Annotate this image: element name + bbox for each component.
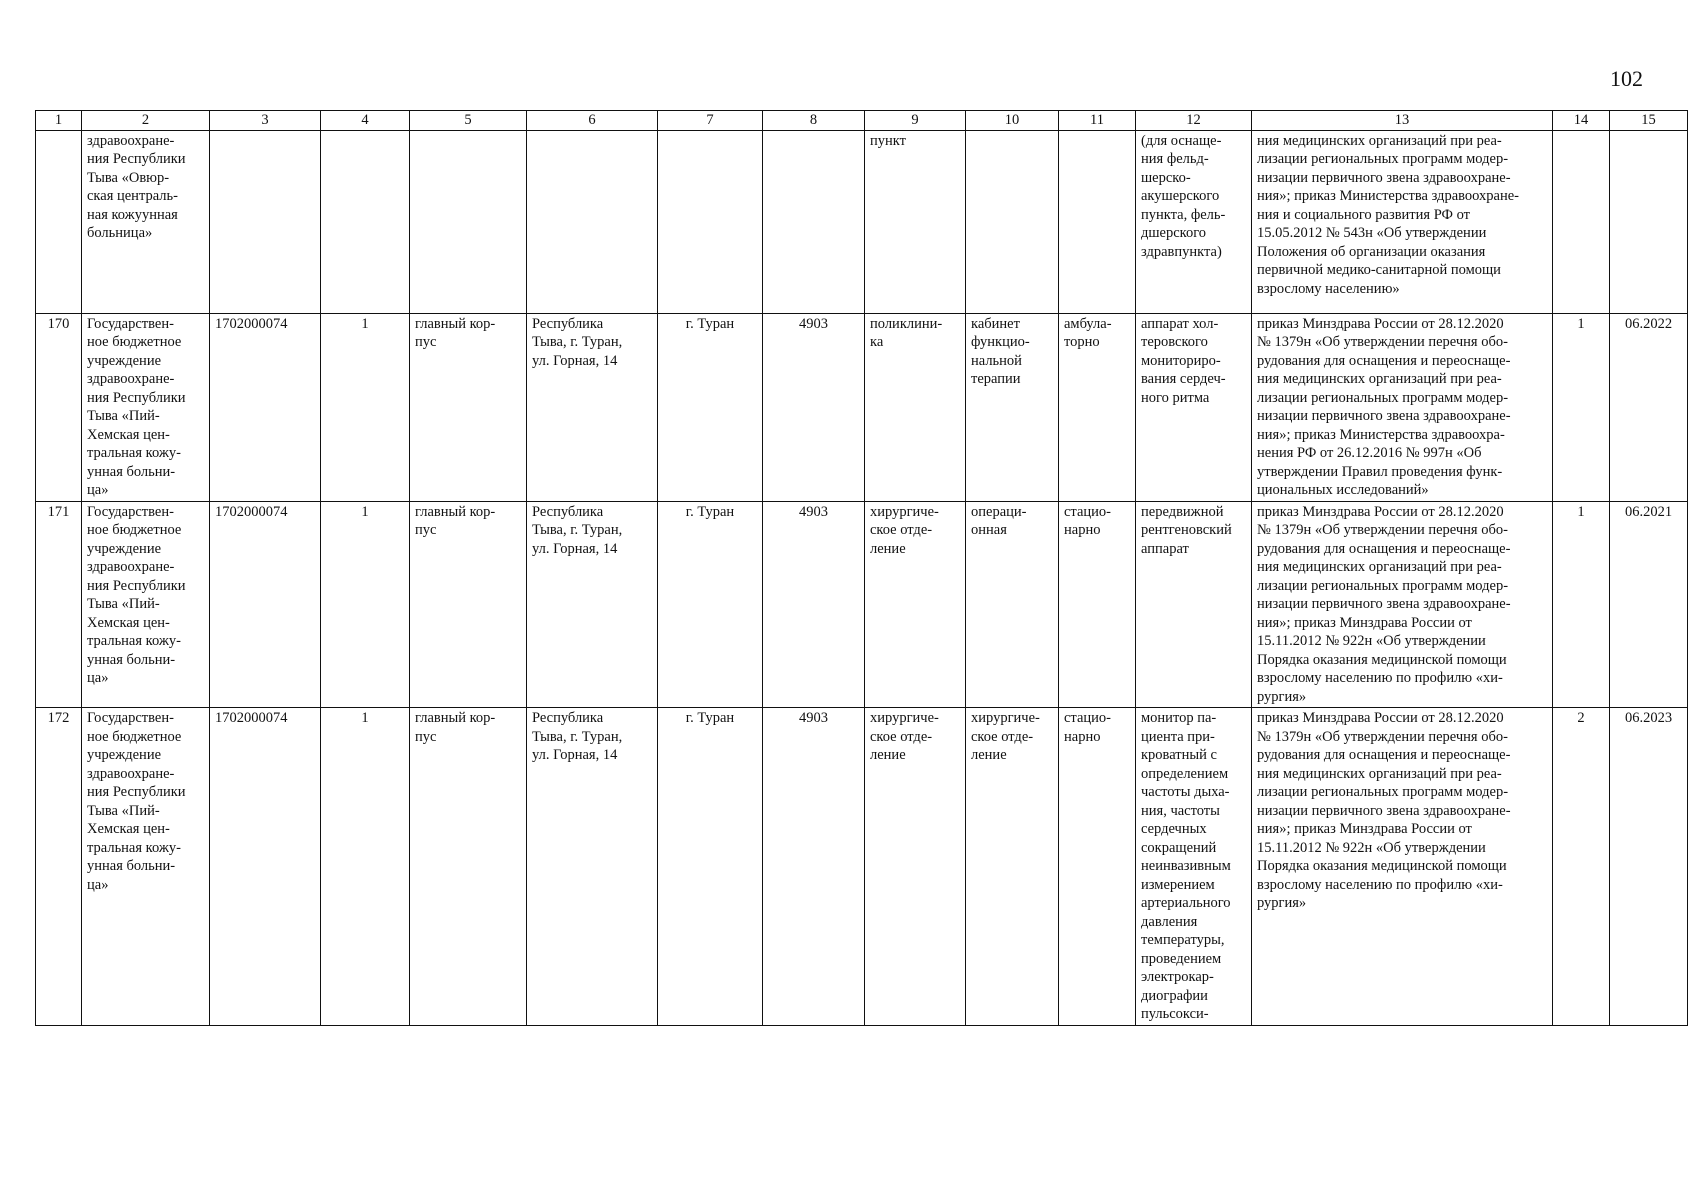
equipment-cell <box>1136 313 1252 501</box>
locality-cell <box>658 708 763 1026</box>
column-header: 4 <box>321 111 410 131</box>
organization-cell-text: Государствен- ное бюджетное учреждение здравоохране- ния Республики Тыва «Пий- Хемская цен- тральная кожу- унная больни- ца» <box>87 710 186 893</box>
locality-code-cell <box>763 708 865 1026</box>
legal-basis-cell-text: ния медицинских организаций при реа- лизации региональных программ модер- низации первичного звена здравоохране- ния»; приказ Министерства здравоохране- ния и социального развития РФ от 15.05.2012 № 543н «Об утверждении Положения об организации оказания первичной медико-санитарной помощи взрослому населению» <box>1257 132 1519 297</box>
column-header: 15 <box>1610 111 1688 131</box>
table-row <box>36 130 1688 313</box>
address-cell <box>527 708 658 1026</box>
building-cell <box>410 313 527 501</box>
column-header: 6 <box>527 111 658 131</box>
room-cell-text: кабинет функцио- нальной терапии <box>971 315 1030 387</box>
org-code-cell <box>210 130 321 313</box>
quantity-cell <box>1553 708 1610 1026</box>
delivery-date-cell <box>1610 708 1688 1026</box>
department-cell <box>865 708 966 1026</box>
column-header: 2 <box>82 111 210 131</box>
care-mode-cell <box>1059 130 1136 313</box>
locality-cell <box>658 130 763 313</box>
building-number-cell-text: 1 <box>361 503 369 520</box>
organization-cell-text: Государствен- ное бюджетное учреждение здравоохране- ния Республики Тыва «Пий- Хемская цен- тральная кожу- унная больни- ца» <box>87 503 186 686</box>
care-mode-cell <box>1059 313 1136 501</box>
row-number-cell-text: 171 <box>47 503 70 520</box>
quantity-cell <box>1553 501 1610 708</box>
organization-cell-text: Государствен- ное бюджетное учреждение здравоохране- ния Республики Тыва «Пий- Хемская цен- тральная кожу- унная больни- ца» <box>87 315 186 498</box>
table-row <box>36 313 1688 501</box>
delivery-date-cell <box>1610 313 1688 501</box>
locality-code-cell <box>763 313 865 501</box>
column-header: 13 <box>1252 111 1553 131</box>
page-number: 102 <box>1610 66 1643 91</box>
care-mode-cell <box>1059 501 1136 708</box>
address-cell-text: Республика Тыва, г. Туран, ул. Горная, 14 <box>532 710 623 763</box>
delivery-date-cell-text: 06.2022 <box>1624 315 1673 332</box>
care-mode-cell-text: стацио- нарно <box>1064 503 1111 538</box>
building-number-cell <box>321 130 410 313</box>
room-cell-text: операци- онная <box>971 503 1027 538</box>
locality-code-cell-text: 4903 <box>799 503 828 520</box>
delivery-date-cell <box>1610 501 1688 708</box>
building-number-cell <box>321 708 410 1026</box>
department-cell <box>865 130 966 313</box>
quantity-cell-text: 1 <box>1577 315 1585 332</box>
department-cell <box>865 313 966 501</box>
building-number-cell-text: 1 <box>361 710 369 726</box>
legal-basis-cell <box>1252 313 1553 501</box>
legal-basis-cell <box>1252 130 1553 313</box>
quantity-cell <box>1553 130 1610 313</box>
locality-cell-text: г. Туран <box>685 315 735 332</box>
column-header: 10 <box>966 111 1059 131</box>
legal-basis-cell-text: приказ Минздрава России от 28.12.2020 № 1379н «Об утверждении перечня обо- рудования для оснащения и переоснаще- ния медицинских организаций при реа- лизации региональных программ модер- низации первичного звена здравоохране- ния»; приказ Минздрава России от 15.11.2012 № 922н «Об утверждении Порядка оказания медицинской помощи взрослому населению по профилю «хи- рургия» <box>1257 503 1511 705</box>
delivery-date-cell <box>1610 130 1688 313</box>
address-cell <box>527 501 658 708</box>
locality-cell <box>658 313 763 501</box>
header-row <box>36 111 1688 131</box>
legal-basis-cell <box>1252 501 1553 708</box>
locality-cell-text: г. Туран <box>685 503 735 520</box>
quantity-cell-text: 1 <box>1577 503 1585 520</box>
building-cell <box>410 501 527 708</box>
room-cell-text: хирургиче- ское отде- ление <box>971 710 1040 763</box>
equipment-table <box>35 110 1688 1026</box>
table-row <box>36 708 1688 1026</box>
building-number-cell <box>321 501 410 708</box>
department-cell-text: пункт <box>870 132 906 149</box>
column-header: 11 <box>1059 111 1136 131</box>
address-cell <box>527 130 658 313</box>
address-cell <box>527 313 658 501</box>
column-header: 9 <box>865 111 966 131</box>
locality-cell <box>658 501 763 708</box>
address-cell-text: Республика Тыва, г. Туран, ул. Горная, 14 <box>532 315 623 369</box>
locality-cell-text: г. Туран <box>685 710 735 726</box>
address-cell-text: Республика Тыва, г. Туран, ул. Горная, 14 <box>532 503 623 557</box>
delivery-date-cell-text: 06.2021 <box>1624 503 1673 520</box>
column-header: 1 <box>36 111 82 131</box>
building-cell-text: главный кор- пус <box>415 315 496 350</box>
locality-code-cell <box>763 130 865 313</box>
locality-code-cell-text: 4903 <box>799 710 828 726</box>
care-mode-cell-text: амбула- торно <box>1064 315 1112 350</box>
column-header: 3 <box>210 111 321 131</box>
equipment-cell <box>1136 708 1252 1026</box>
equipment-cell-text: монитор па- циента при- кроватный с определением частоты дыха- ния, частоты сердечных сокращений неинвазивным измерением артериального давления температуры, проведением электрокар- диографии пульсокси- <box>1141 710 1231 1022</box>
row-number-cell <box>36 313 82 501</box>
quantity-cell-text: 2 <box>1577 710 1585 726</box>
delivery-date-cell-text: 06.2023 <box>1624 710 1673 726</box>
room-cell <box>966 708 1059 1026</box>
org-code-cell-text: 1702000074 <box>215 710 288 726</box>
building-cell <box>410 130 527 313</box>
locality-code-cell-text: 4903 <box>799 315 828 332</box>
table-row <box>36 501 1688 708</box>
building-number-cell-text: 1 <box>361 315 369 332</box>
legal-basis-cell-text: приказ Минздрава России от 28.12.2020 № 1379н «Об утверждении перечня обо- рудования для оснащения и переоснаще- ния медицинских организаций при реа- лизации региональных программ модер- низации первичного звена здравоохране- ния»; приказ Минздрава России от 15.11.2012 № 922н «Об утверждении Порядка оказания медицинской помощи взрослому населению по профилю «хи- рургия» <box>1257 710 1511 911</box>
department-cell-text: хирургиче- ское отде- ление <box>870 710 939 763</box>
equipment-cell <box>1136 501 1252 708</box>
org-code-cell <box>210 501 321 708</box>
legal-basis-cell <box>1252 708 1553 1026</box>
department-cell-text: поликлини- ка <box>870 315 943 350</box>
row-number-cell-text: 172 <box>47 710 70 726</box>
building-cell-text: главный кор- пус <box>415 710 496 745</box>
column-header: 7 <box>658 111 763 131</box>
column-header: 8 <box>763 111 865 131</box>
org-code-cell <box>210 708 321 1026</box>
column-header: 12 <box>1136 111 1252 131</box>
equipment-cell-text: аппарат хол- теровского мониториро- вания сердеч- ного ритма <box>1141 315 1226 406</box>
building-cell <box>410 708 527 1026</box>
department-cell-text: хирургиче- ское отде- ление <box>870 503 939 557</box>
organization-cell-text: здравоохране- ния Республики Тыва «Овюр- ская централь- ная кожуунная больница» <box>87 132 186 241</box>
room-cell <box>966 501 1059 708</box>
organization-cell <box>82 501 210 708</box>
equipment-cell <box>1136 130 1252 313</box>
equipment-cell-text: передвижной рентгеновский аппарат <box>1141 503 1232 557</box>
row-number-cell <box>36 708 82 1026</box>
row-number-cell <box>36 130 82 313</box>
legal-basis-cell-text: приказ Минздрава России от 28.12.2020 № 1379н «Об утверждении перечня обо- рудования для оснащения и переоснаще- ния медицинских организаций при реа- лизации региональных программ модер- низации первичного звена здравоохране- ния»; приказ Министерства здравоохра- нения РФ от 26.12.2016 № 997н «Об утверждении Правил проведения функ- циональных исследований» <box>1257 315 1511 498</box>
row-number-cell-text: 170 <box>47 315 70 332</box>
column-header: 14 <box>1553 111 1610 131</box>
table-header <box>36 111 1688 131</box>
organization-cell <box>82 313 210 501</box>
care-mode-cell-text: стацио- нарно <box>1064 710 1111 745</box>
department-cell <box>865 501 966 708</box>
org-code-cell-text: 1702000074 <box>215 315 288 332</box>
row-number-cell <box>36 501 82 708</box>
equipment-cell-text: (для оснаще- ния фельд- шерско- акушерского пункта, фель- дшерского здравпункта) <box>1141 132 1226 260</box>
building-number-cell <box>321 313 410 501</box>
quantity-cell <box>1553 313 1610 501</box>
room-cell <box>966 130 1059 313</box>
organization-cell <box>82 130 210 313</box>
table-body <box>36 130 1688 1025</box>
room-cell <box>966 313 1059 501</box>
column-header: 5 <box>410 111 527 131</box>
locality-code-cell <box>763 501 865 708</box>
org-code-cell-text: 1702000074 <box>215 503 288 520</box>
building-cell-text: главный кор- пус <box>415 503 496 538</box>
org-code-cell <box>210 313 321 501</box>
care-mode-cell <box>1059 708 1136 1026</box>
organization-cell <box>82 708 210 1026</box>
